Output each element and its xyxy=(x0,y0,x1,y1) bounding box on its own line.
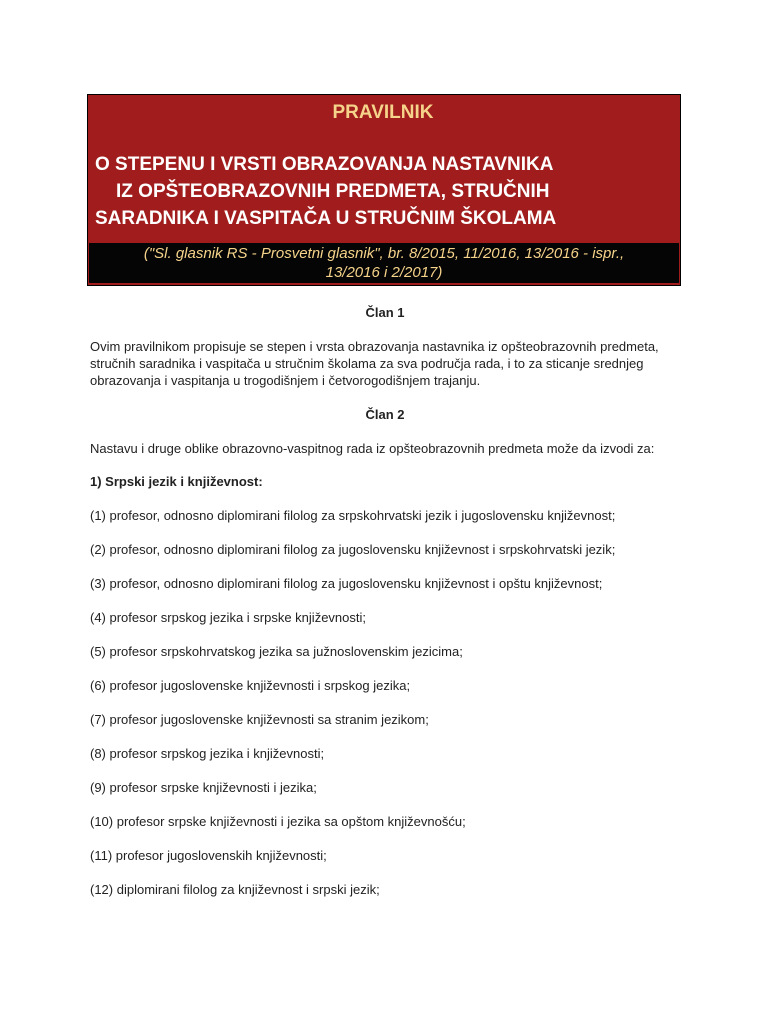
list-item: (11) profesor jugoslovenskih književnosti; xyxy=(90,848,327,863)
title-banner xyxy=(87,94,681,286)
list-item: (7) profesor jugoslovenske književnosti sa stranim jezikom; xyxy=(90,712,429,727)
list-item: (3) profesor, odnosno diplomirani filolog za jugoslovensku književnost i opštu književnost; xyxy=(90,576,603,591)
list-item: (9) profesor srpske književnosti i jezika; xyxy=(90,780,317,795)
list-item: (10) profesor srpske književnosti i jezika sa opštom književnošću; xyxy=(90,814,466,829)
document-body xyxy=(90,304,680,898)
article-2-heading: Član 2 xyxy=(365,407,405,422)
gazette-reference xyxy=(89,243,679,283)
subtitle-line-1: O STEPENU I VRSTI OBRAZOVANJA NASTAVNIKA xyxy=(95,154,554,175)
list-item: (12) diplomirani filolog za književnost i srpski jezik; xyxy=(90,882,380,897)
list-item: (6) profesor jugoslovenske književnosti i srpskog jezika; xyxy=(90,678,411,693)
article-1-heading: Član 1 xyxy=(365,305,405,320)
list-item: (4) profesor srpskog jezika i srpske književnosti; xyxy=(90,610,366,625)
gazette-line-2: 13/2016 i 2/2017) xyxy=(325,264,443,281)
list-item: (1) profesor, odnosno diplomirani filolog za srpskohrvatski jezik i jugoslovensku književnost; xyxy=(90,508,616,523)
list-item: (8) profesor srpskog jezika i književnosti; xyxy=(90,746,325,761)
list-item: (2) profesor, odnosno diplomirani filolog za jugoslovensku književnost i srpskohrvatski jezik; xyxy=(90,542,616,557)
subtitle-line-2: IZ OPŠTEOBRAZOVNIH PREDMETA, STRUČNIH xyxy=(116,181,550,202)
subtitle-line-3: SARADNIKA I VASPITAČA U STRUČNIM ŠKOLAMA xyxy=(95,208,557,229)
gazette-line-1: ("Sl. glasnik RS - Prosvetni glasnik", br. 8/2015, 11/2016, 13/2016 - ispr., xyxy=(143,245,625,262)
document-subtitle xyxy=(93,151,678,232)
section-heading: 1) Srpski jezik i književnost: xyxy=(90,474,263,489)
list-item: (5) profesor srpskohrvatskog jezika sa južnoslovenskim jezicima; xyxy=(90,644,463,659)
article-1-text: Ovim pravilnikom propisuje se stepen i vrsta obrazovanja nastavnika iz opšteobrazovnih predmeta, stručnih saradnika i vaspitača u stručnim školama za sva područja rada, i to za sticanje srednjeg obrazovanja i vaspitanja u trogodišnjem i četvorogodišnjem trajanju. xyxy=(90,339,659,388)
document-title: PRAVILNIK xyxy=(332,102,434,123)
qualification-list xyxy=(90,507,680,898)
article-2-intro: Nastavu i druge oblike obrazovno-vaspitnog rada iz opšteobrazovnih predmeta može da izvodi za: xyxy=(90,441,655,456)
